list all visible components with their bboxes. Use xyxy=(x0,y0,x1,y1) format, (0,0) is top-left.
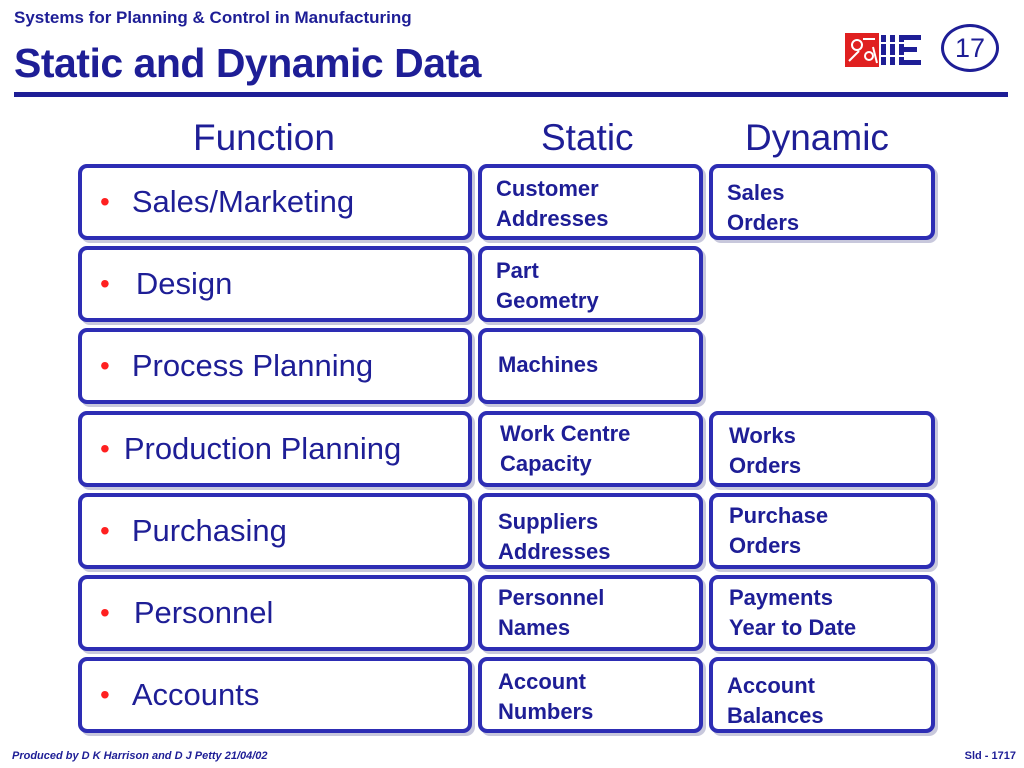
title-divider xyxy=(14,92,1008,97)
static-box-personnel xyxy=(478,575,703,651)
static-label: Machines xyxy=(498,352,599,377)
dynamic-label: Payments Year to Date xyxy=(729,585,857,640)
dynamic-box-personnel xyxy=(709,575,935,651)
dynamic-label: Account Balances xyxy=(727,673,824,728)
dynamic-label: Purchase Orders xyxy=(729,503,829,558)
function-label: Sales/Marketing xyxy=(131,184,355,219)
static-box-purchasing xyxy=(478,493,703,569)
function-label: Purchasing xyxy=(131,513,287,548)
slide-number-badge: 17 xyxy=(941,24,999,72)
presentation-subtitle: Systems for Planning & Control in Manufacturing xyxy=(14,8,412,27)
column-header-static: Static xyxy=(541,117,634,158)
static-box-process-planning xyxy=(478,328,703,404)
function-label: Design xyxy=(135,266,233,301)
dynamic-box-accounts xyxy=(709,657,935,733)
static-label: Personnel Names xyxy=(498,585,605,640)
function-box-accounts xyxy=(78,657,472,733)
static-box-accounts xyxy=(478,657,703,733)
bullet-icon: • xyxy=(100,515,110,546)
static-label: Part Geometry xyxy=(496,258,599,313)
function-box-production-planning xyxy=(78,411,472,487)
function-label: Personnel xyxy=(133,595,274,630)
static-box-design xyxy=(478,246,703,322)
bullet-icon: • xyxy=(100,186,110,217)
function-box-design xyxy=(78,246,472,322)
dynamic-box-purchasing xyxy=(709,493,935,569)
bullet-icon: • xyxy=(100,433,110,464)
function-box-process-planning xyxy=(78,328,472,404)
column-header-function: Function xyxy=(193,117,335,158)
bullet-icon: • xyxy=(100,268,110,299)
function-label: Accounts xyxy=(131,677,260,712)
static-label: Account Numbers xyxy=(498,669,594,724)
dynamic-box-production-planning xyxy=(709,411,935,487)
static-label: Customer Addresses xyxy=(496,176,609,231)
dynamic-box-sales-marketing xyxy=(709,164,935,240)
static-label: Suppliers Addresses xyxy=(498,509,611,564)
function-box-purchasing xyxy=(78,493,472,569)
bullet-icon: • xyxy=(100,350,110,381)
dynamic-label: Sales Orders xyxy=(727,180,800,235)
iie-logo xyxy=(845,33,933,67)
slide-title: Static and Dynamic Data xyxy=(14,40,481,86)
footer-credit: Produced by D K Harrison and D J Petty 21/04/02 xyxy=(12,750,268,762)
static-box-production-planning xyxy=(478,411,703,487)
function-box-sales-marketing xyxy=(78,164,472,240)
function-box-personnel xyxy=(78,575,472,651)
function-label: Production Planning xyxy=(123,431,402,466)
bullet-icon: • xyxy=(100,679,110,710)
static-box-sales-marketing xyxy=(478,164,703,240)
function-label: Process Planning xyxy=(131,348,374,383)
static-label: Work Centre Capacity xyxy=(500,421,631,476)
column-header-dynamic: Dynamic xyxy=(745,117,889,158)
bullet-icon: • xyxy=(100,597,110,628)
footer-slide-id: Sld - 1717 xyxy=(964,750,1016,762)
dynamic-label: Works Orders xyxy=(729,423,802,478)
